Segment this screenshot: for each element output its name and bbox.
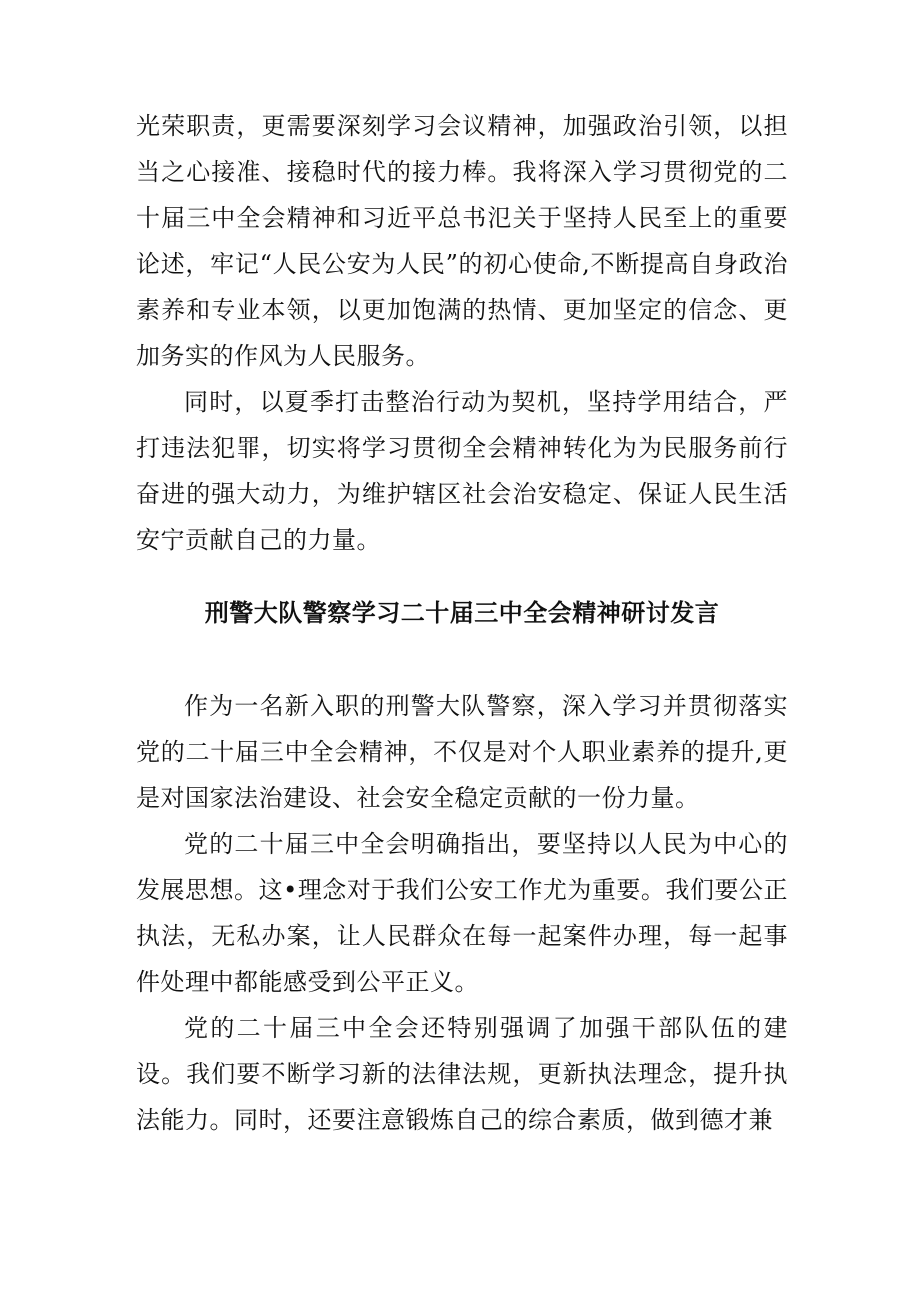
paragraph: 同时，以夏季打击整治行动为契机，坚持学用结合，严打违法犯罪，切实将学习贯彻全会精神转化为为民服务前行奋进的强大动力，为维护辖区社会治安稳定、保证人民生活安宁贡献自己的力量。 <box>136 388 788 554</box>
bottom-text-block <box>136 683 788 1143</box>
section-title: 刑警大队警察学习二十届三中全会精神研讨发言 <box>204 599 720 627</box>
paragraph: 党的二十届三中全会明确指出，要坚持以人民为中心的发展思想。这•理念对于我们公安工作尤为重要。我们要公正执法，无私办案，让人民群众在每一起案件办理，每一起事件处理中都能感受到公平正义。 <box>136 830 788 996</box>
paragraph-continued: 光荣职责，更需要深刻学习会议精神，加强政治引领，以担当之心接准、接稳时代的接力棒。我将深入学习贯彻党的二十届三中全会精神和习近平总书氾关于坚持人民至上的重要论述，牢记“人民公安为人民”的初心使命,不断提高自身政治素养和专业本领，以更加饱满的热情、更加坚定的信念、更加务实的作风为人民服务。 <box>136 112 788 370</box>
top-text-block <box>136 103 788 563</box>
paragraph: 作为一名新入职的刑警大队警察，深入学习并贯彻落实党的二十届三中全会精神，不仅是对个人职业素养的提升,更是对国家法治建设、社会安全稳定贡献的一份力量。 <box>136 692 788 812</box>
paragraph: 党的二十届三中全会还特别强调了加强干部队伍的建设。我们要不断学习新的法律法规，更新执法理念，提升执法能力。同时，还要注意锻炼自己的综合素质，做到德才兼 <box>136 1014 788 1134</box>
